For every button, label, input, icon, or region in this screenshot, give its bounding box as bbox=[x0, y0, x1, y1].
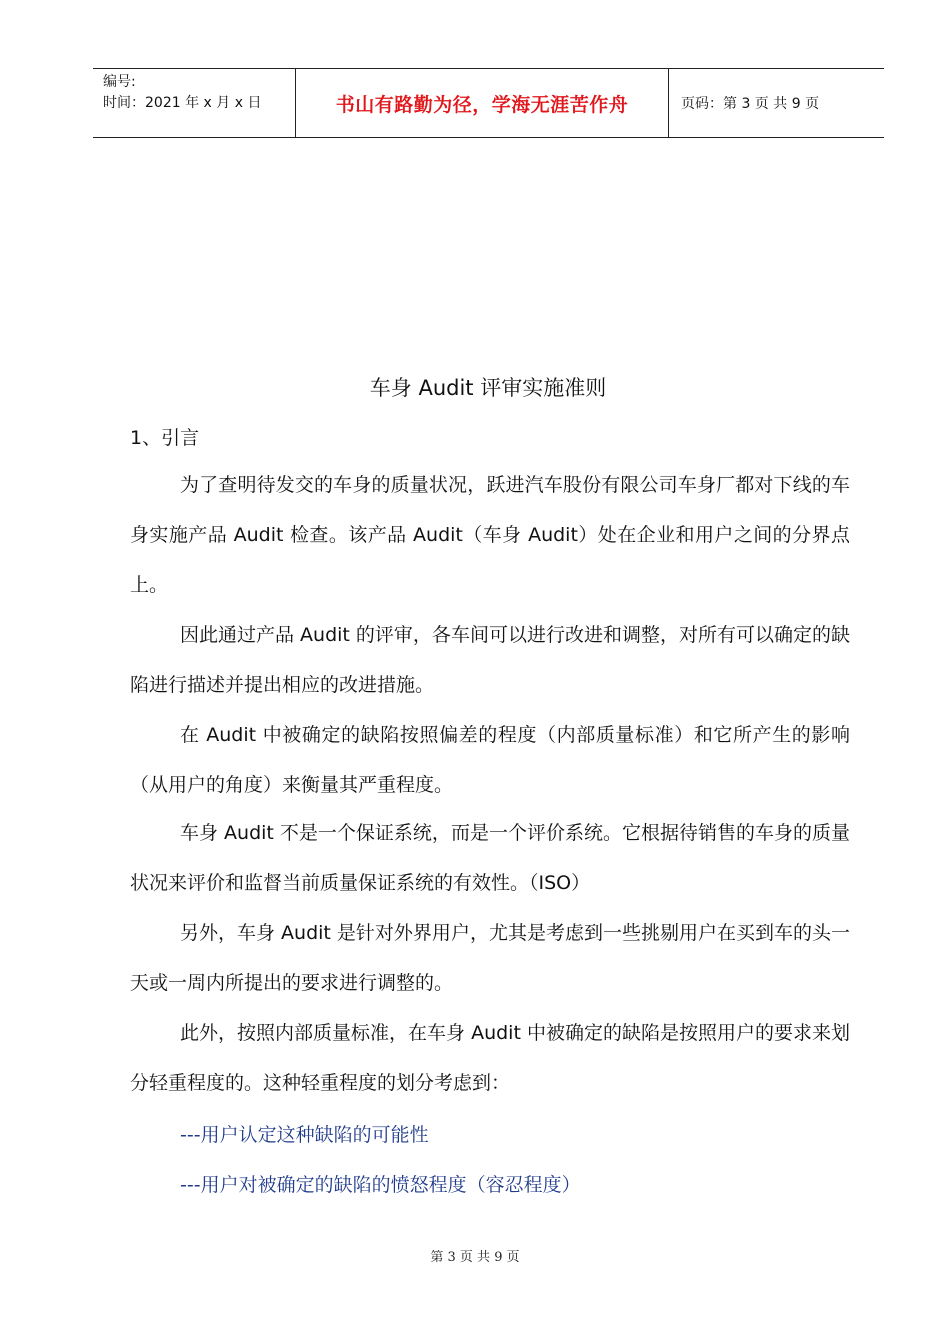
document-title: 车身 Audit 评审实施准则 bbox=[369, 376, 607, 400]
header-meta bbox=[93, 69, 295, 137]
header-page-info: 页码：第 3 页 共 9 页 bbox=[681, 96, 820, 112]
page-header bbox=[93, 68, 884, 138]
list-item: ---用户认定这种缺陷的可能性 bbox=[180, 1124, 429, 1146]
paragraph: 另外，车身 Audit 是针对外界用户，尤其是考虑到一些挑剔用户在买到车的头一天或一周内所提出的要求进行调整的。 bbox=[130, 922, 850, 994]
paragraph: 车身 Audit 不是一个保证系统，而是一个评价系统。它根据待销售的车身的质量状况来评价和监督当前质量保证系统的有效性。（ISO） bbox=[130, 822, 850, 894]
document-number-label: 编号: bbox=[103, 74, 136, 90]
header-motto: 书山有路勤为径，学海无涯苦作舟 bbox=[335, 93, 629, 116]
document-time-label: 时间：2021 年 x 月 x 日 bbox=[103, 95, 262, 111]
paragraph: 因此通过产品 Audit 的评审，各车间可以进行改进和调整，对所有可以确定的缺陷进行描述并提出相应的改进措施。 bbox=[130, 624, 850, 696]
page-footer: 第 3 页 共 9 页 bbox=[430, 1250, 520, 1265]
header-motto-cell bbox=[295, 69, 669, 137]
list-item: ---用户对被确定的缺陷的愤怒程度（容忍程度） bbox=[180, 1174, 581, 1196]
section-heading: 1、引言 bbox=[130, 427, 200, 449]
paragraph: 此外，按照内部质量标准，在车身 Audit 中被确定的缺陷是按照用户的要求来划分轻重程度的。这种轻重程度的划分考虑到： bbox=[130, 1022, 850, 1094]
paragraph: 在 Audit 中被确定的缺陷按照偏差的程度（内部质量标准）和它所产生的影响（从用户的角度）来衡量其严重程度。 bbox=[130, 724, 850, 796]
paragraph: 为了查明待发交的车身的质量状况，跃进汽车股份有限公司车身厂都对下线的车身实施产品 Audit 检查。该产品 Audit（车身 Audit）处在企业和用户之间的分界点上。 bbox=[130, 474, 850, 596]
